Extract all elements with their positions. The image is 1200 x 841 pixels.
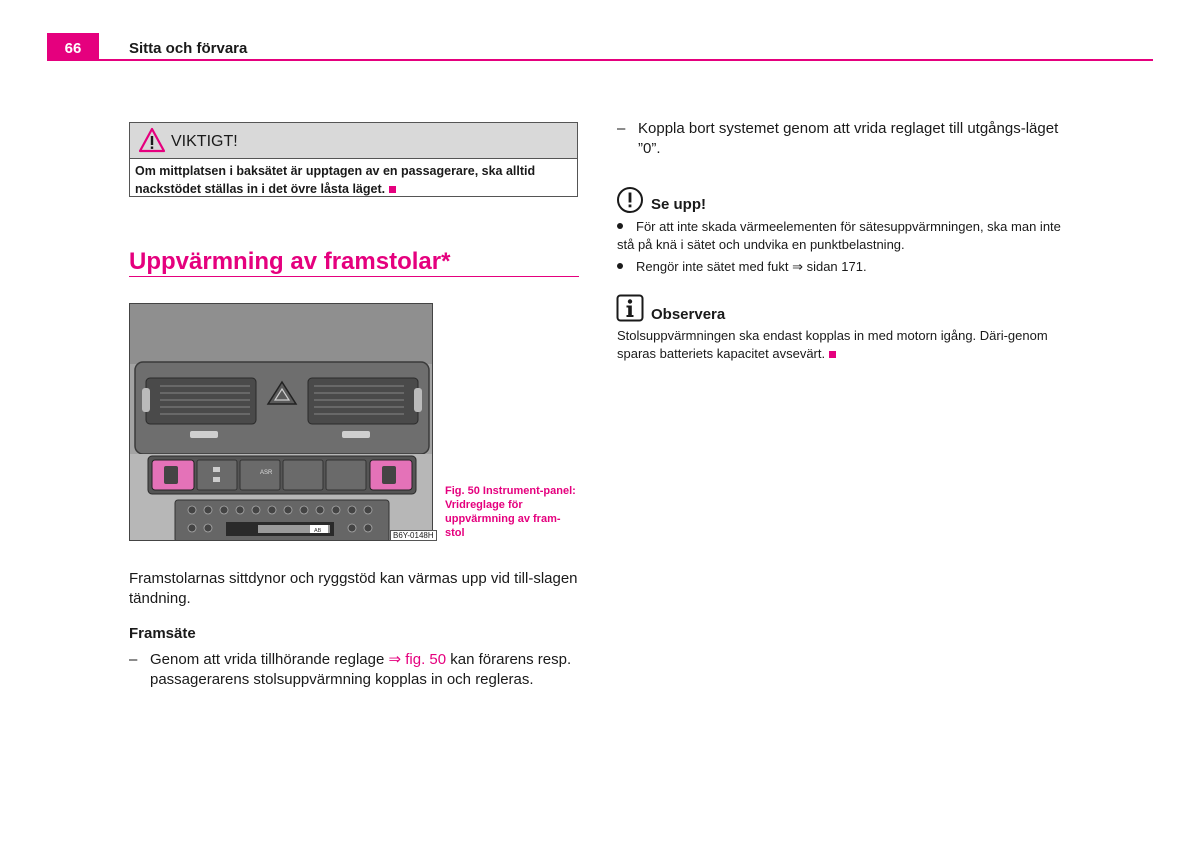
front-seat-item-pre: Genom att vrida tillhörande reglage [150, 651, 389, 668]
warning-body [135, 162, 575, 198]
intro-paragraph: Framstolarnas sittdynor och ryggstöd kan värmas upp vid till-slagen tändning. [129, 570, 578, 607]
header-title: Sitta och förvara [129, 40, 248, 57]
caution-bullet [617, 258, 1067, 276]
figure-caption: Fig. 50 Instrument-panel: Vridreglage för uppvärmning av fram-stol [445, 485, 576, 539]
end-square-icon [389, 186, 396, 193]
dash-marker: – [129, 651, 138, 668]
radio-display-value: AB [314, 528, 322, 534]
caution-bullet-text: För att inte skada värmeelementen för sätesuppvärmningen, ska man inte stå på knä i sätet och undvika en punktbelastning. [617, 219, 1061, 252]
section-title: Uppvärmning av framstolar* [129, 248, 451, 275]
note-body [617, 327, 1067, 363]
front-seat-item-post: kan förarens resp. passagerarens stolsuppvärmning kopplas in och regleras. [150, 651, 572, 688]
end-square-icon [829, 351, 836, 358]
switch-off-text: Koppla bort systemet genom att vrida reglaget till utgångs-läget ”0”. [638, 120, 1059, 157]
dash-marker: – [617, 120, 626, 137]
asr-button-label: ASR [260, 470, 273, 476]
warning-triangle-icon [138, 127, 166, 159]
caution-exclamation-icon [616, 186, 644, 219]
caution-title: Se upp! [651, 196, 706, 213]
note-title: Observera [651, 306, 726, 323]
switch-off-item [617, 119, 1067, 159]
front-seat-title: Framsäte [129, 625, 196, 642]
figure-reference-link[interactable]: ⇒ fig. 50 [388, 651, 447, 668]
warning-title: VIKTIGT! [171, 133, 238, 150]
instrument-panel-illustration [130, 304, 433, 541]
front-seat-item [129, 650, 579, 690]
warning-text: Om mittplatsen i baksätet är upptagen av en passagerare, ska alltid nackstödet ställas in i det övre låsta läget. [135, 164, 536, 196]
caution-bullet-text: Rengör inte sätet med fukt ⇒ sidan 171. [636, 259, 867, 274]
instrument-panel-figure [129, 303, 433, 541]
section-rule [129, 276, 579, 277]
bullet-icon [617, 263, 623, 269]
figure-code: B6Y-0148H [390, 530, 437, 541]
front-seat-item-text [150, 650, 579, 690]
info-icon [616, 294, 644, 327]
bullet-icon [617, 223, 623, 229]
page-number: 66 [64, 40, 82, 57]
caution-bullet [617, 218, 1067, 254]
note-text: Stolsuppvärmningen ska endast kopplas in med motorn igång. Däri-genom sparas batteriets kapacitet avsevärt. [617, 328, 1048, 361]
header-rule [47, 59, 1153, 61]
